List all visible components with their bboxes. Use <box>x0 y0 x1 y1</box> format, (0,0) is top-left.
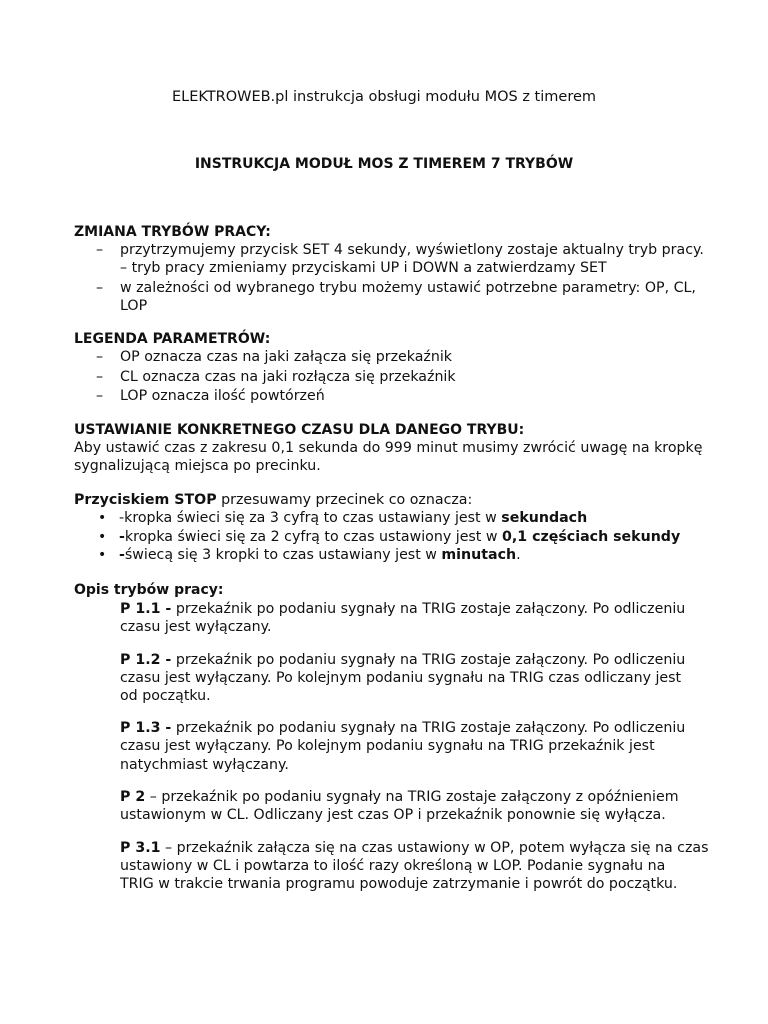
mode-p31-line: TRIG w trakcie trwania programu powoduje zatrzymanie i powrót do początku. <box>120 876 678 892</box>
mode-p11-line: czasu jest wyłączany. <box>120 619 272 635</box>
legend-item-cl: CL oznacza czas na jaki rozłącza się przekaźnik <box>120 369 456 385</box>
mode-p13-line <box>120 719 685 737</box>
bullet-bold-text: minutach <box>441 547 517 563</box>
paragraph-line: Aby ustawić czas z zakresu 0,1 sekunda do 999 minut musimy zwrócić uwagę na kropkę <box>74 440 703 456</box>
bullet-icon: • <box>98 529 107 545</box>
list-dash: – <box>96 388 104 404</box>
mode-p12-line <box>120 651 685 669</box>
bullet-text: -kropka świeci się za 3 cyfrą to czas ustawiany jest w <box>119 510 502 526</box>
legend-item-lop: LOP oznacza ilość powtórzeń <box>120 388 325 404</box>
mode-p2-line <box>120 788 679 806</box>
mode-p11-line <box>120 600 685 618</box>
section-heading-mode-change: ZMIANA TRYBÓW PRACY: <box>74 224 271 240</box>
mode-p12-line: od początku. <box>120 688 211 704</box>
list-item-text: LOP <box>120 298 148 314</box>
list-dash: – <box>96 242 104 258</box>
mode-p13-line: czasu jest wyłączany. Po kolejnym podaniu sygnału na TRIG przekaźnik jest <box>120 738 655 754</box>
list-dash: – <box>96 369 104 385</box>
paragraph-stop-intro <box>74 491 472 509</box>
mode-text: – przekaźnik po podaniu sygnały na TRIG zostaje załączony z opóźnieniem <box>145 789 679 805</box>
mode-label: P 3.1 <box>120 840 161 856</box>
mode-label: P 2 <box>120 789 146 805</box>
section-heading-time-setting: USTAWIANIE KONKRETNEGO CZASU DLA DANEGO TRYBU: <box>74 422 525 438</box>
list-item-text: przytrzymujemy przycisk SET 4 sekundy, wyświetlony zostaje aktualny tryb pracy. <box>120 242 704 258</box>
mode-text: przekaźnik po podaniu sygnały na TRIG zostaje załączony. Po odliczeniu <box>171 652 686 668</box>
bullet-text: świecą się 3 kropki to czas ustawiany jest w <box>124 547 442 563</box>
mode-label: P 1.2 - <box>120 652 172 668</box>
bullet-lead: - <box>119 529 125 545</box>
bullet-icon: • <box>98 547 107 563</box>
bullet-item-seconds <box>119 509 587 527</box>
paragraph-text: przesuwamy przecinek co oznacza: <box>216 492 473 508</box>
document-header: ELEKTROWEB.pl instrukcja obsługi modułu MOS z timerem <box>171 89 597 105</box>
bullet-item-minutes <box>119 546 521 564</box>
mode-p31-line <box>120 839 709 857</box>
list-dash: – <box>96 280 104 296</box>
bullet-bold-text: sekundach <box>501 510 588 526</box>
list-dash: – <box>96 349 104 365</box>
list-item-text: – tryb pracy zmieniamy przyciskami UP i DOWN a zatwierdzamy SET <box>120 260 607 276</box>
mode-p2-line: ustawionym w CL. Odliczany jest czas OP i przekaźnik ponownie się wyłącza. <box>120 807 666 823</box>
legend-item-op: OP oznacza czas na jaki załącza się przekaźnik <box>120 349 452 365</box>
section-heading-modes-description: Opis trybów pracy: <box>74 582 224 598</box>
stop-button-label: Przyciskiem STOP <box>74 492 217 508</box>
bullet-text: . <box>516 547 521 563</box>
list-item-text: w zależności od wybranego trybu możemy ustawić potrzebne parametry: OP, CL, <box>120 280 696 296</box>
bullet-bold-text: 0,1 częściach sekundy <box>502 529 681 545</box>
mode-p13-line: natychmiast wyłączany. <box>120 757 289 773</box>
bullet-lead: - <box>119 547 125 563</box>
mode-text: – przekaźnik załącza się na czas ustawiony w OP, potem wyłącza się na czas <box>160 840 709 856</box>
mode-label: P 1.1 - <box>120 601 172 617</box>
bullet-icon: • <box>98 510 107 526</box>
mode-label: P 1.3 - <box>120 720 172 736</box>
mode-text: przekaźnik po podaniu sygnały na TRIG zostaje załączony. Po odliczeniu <box>171 601 686 617</box>
bullet-text: kropka świeci się za 2 cyfrą to czas ustawiony jest w <box>124 529 502 545</box>
section-heading-legend: LEGENDA PARAMETRÓW: <box>74 331 271 347</box>
bullet-item-tenths <box>119 528 680 546</box>
mode-text: przekaźnik po podaniu sygnały na TRIG zostaje załączony. Po odliczeniu <box>171 720 686 736</box>
document-title: INSTRUKCJA MODUŁ MOS Z TIMEREM 7 TRYBÓW <box>194 156 574 172</box>
mode-p12-line: czasu jest wyłączany. Po kolejnym podaniu sygnału na TRIG czas odliczany jest <box>120 670 682 686</box>
mode-p31-line: ustawiony w CL i powtarza to ilość razy określoną w LOP. Podanie sygnału na <box>120 858 666 874</box>
paragraph-line: sygnalizującą miejsca po precinku. <box>74 458 321 474</box>
